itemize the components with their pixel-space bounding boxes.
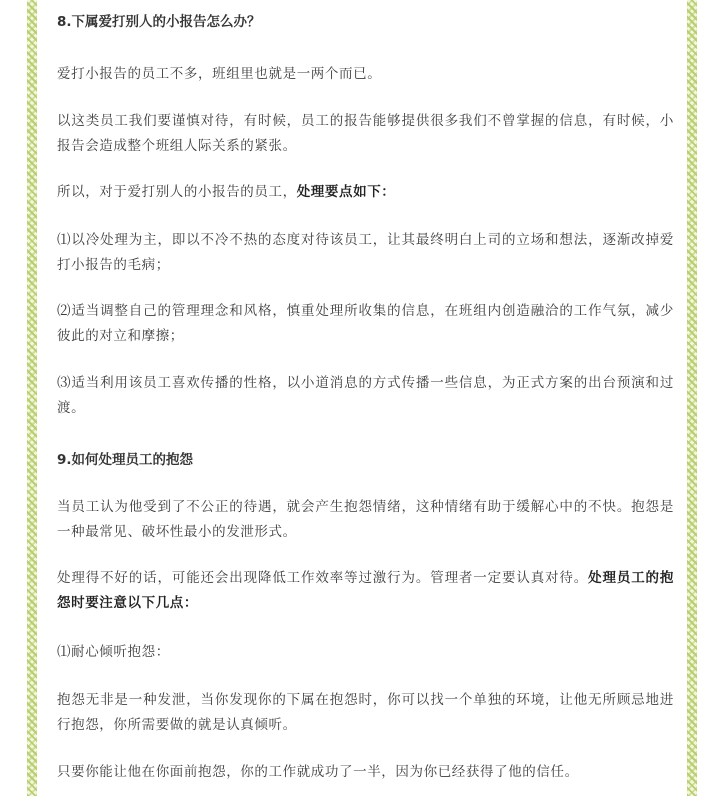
section-heading-8: 8.下属爱打别人的小报告怎么办？ (57, 14, 261, 30)
left-decorative-border (27, 0, 37, 796)
paragraph (57, 180, 674, 205)
list-item: ⑴耐心倾听抱怨： (57, 644, 170, 660)
list-item: ⑵适当调整自己的管理理念和风格，慎重处理所收集的信息，在班组内创造融洽的工作气氛，减少彼此的对立和摩擦； (57, 303, 674, 344)
paragraph: 爱打小报告的员工不多，班组里也就是一两个而已。 (57, 66, 382, 82)
right-decorative-border (687, 0, 697, 796)
section-heading-9: 9.如何处理员工的抱怨 (57, 452, 194, 468)
list-item: ⑴以冷处理为主，即以不冷不热的态度对待该员工，让其最终明白上司的立场和想法，逐渐改掉爱打小报告的毛病； (57, 232, 674, 273)
paragraph (57, 566, 674, 616)
bold-emphasis: 处理员工的抱怨时要注意以下几点： (57, 570, 674, 611)
bold-emphasis: 处理要点如下： (296, 184, 396, 200)
paragraph: 以这类员工我们要谨慎对待，有时候，员工的报告能够提供很多我们不曾掌握的信息，有时候，小报告会造成整个班组人际关系的紧张。 (57, 113, 674, 154)
paragraph: 抱怨无非是一种发泄，当你发现你的下属在抱怨时，你可以找一个单独的环境，让他无所顾忌地进行抱怨，你所需要做的就是认真倾听。 (57, 692, 674, 733)
paragraph: 只要你能让他在你面前抱怨，你的工作就成功了一半，因为你已经获得了他的信任。 (57, 764, 579, 780)
list-item: ⑶适当利用该员工喜欢传播的性格，以小道消息的方式传播一些信息，为正式方案的出台预演和过渡。 (57, 375, 674, 416)
paragraph-text: 所以，对于爱打别人的小报告的员工， (57, 184, 297, 200)
paragraph-text: 处理得不好的话，可能还会出现降低工作效率等过激行为。管理者一定要认真对待。 (57, 570, 589, 586)
paragraph: 当员工认为他受到了不公正的待遇，就会产生抱怨情绪，这种情绪有助于缓解心中的不快。抱怨是一种最常见、破坏性最小的发泄形式。 (57, 499, 674, 540)
